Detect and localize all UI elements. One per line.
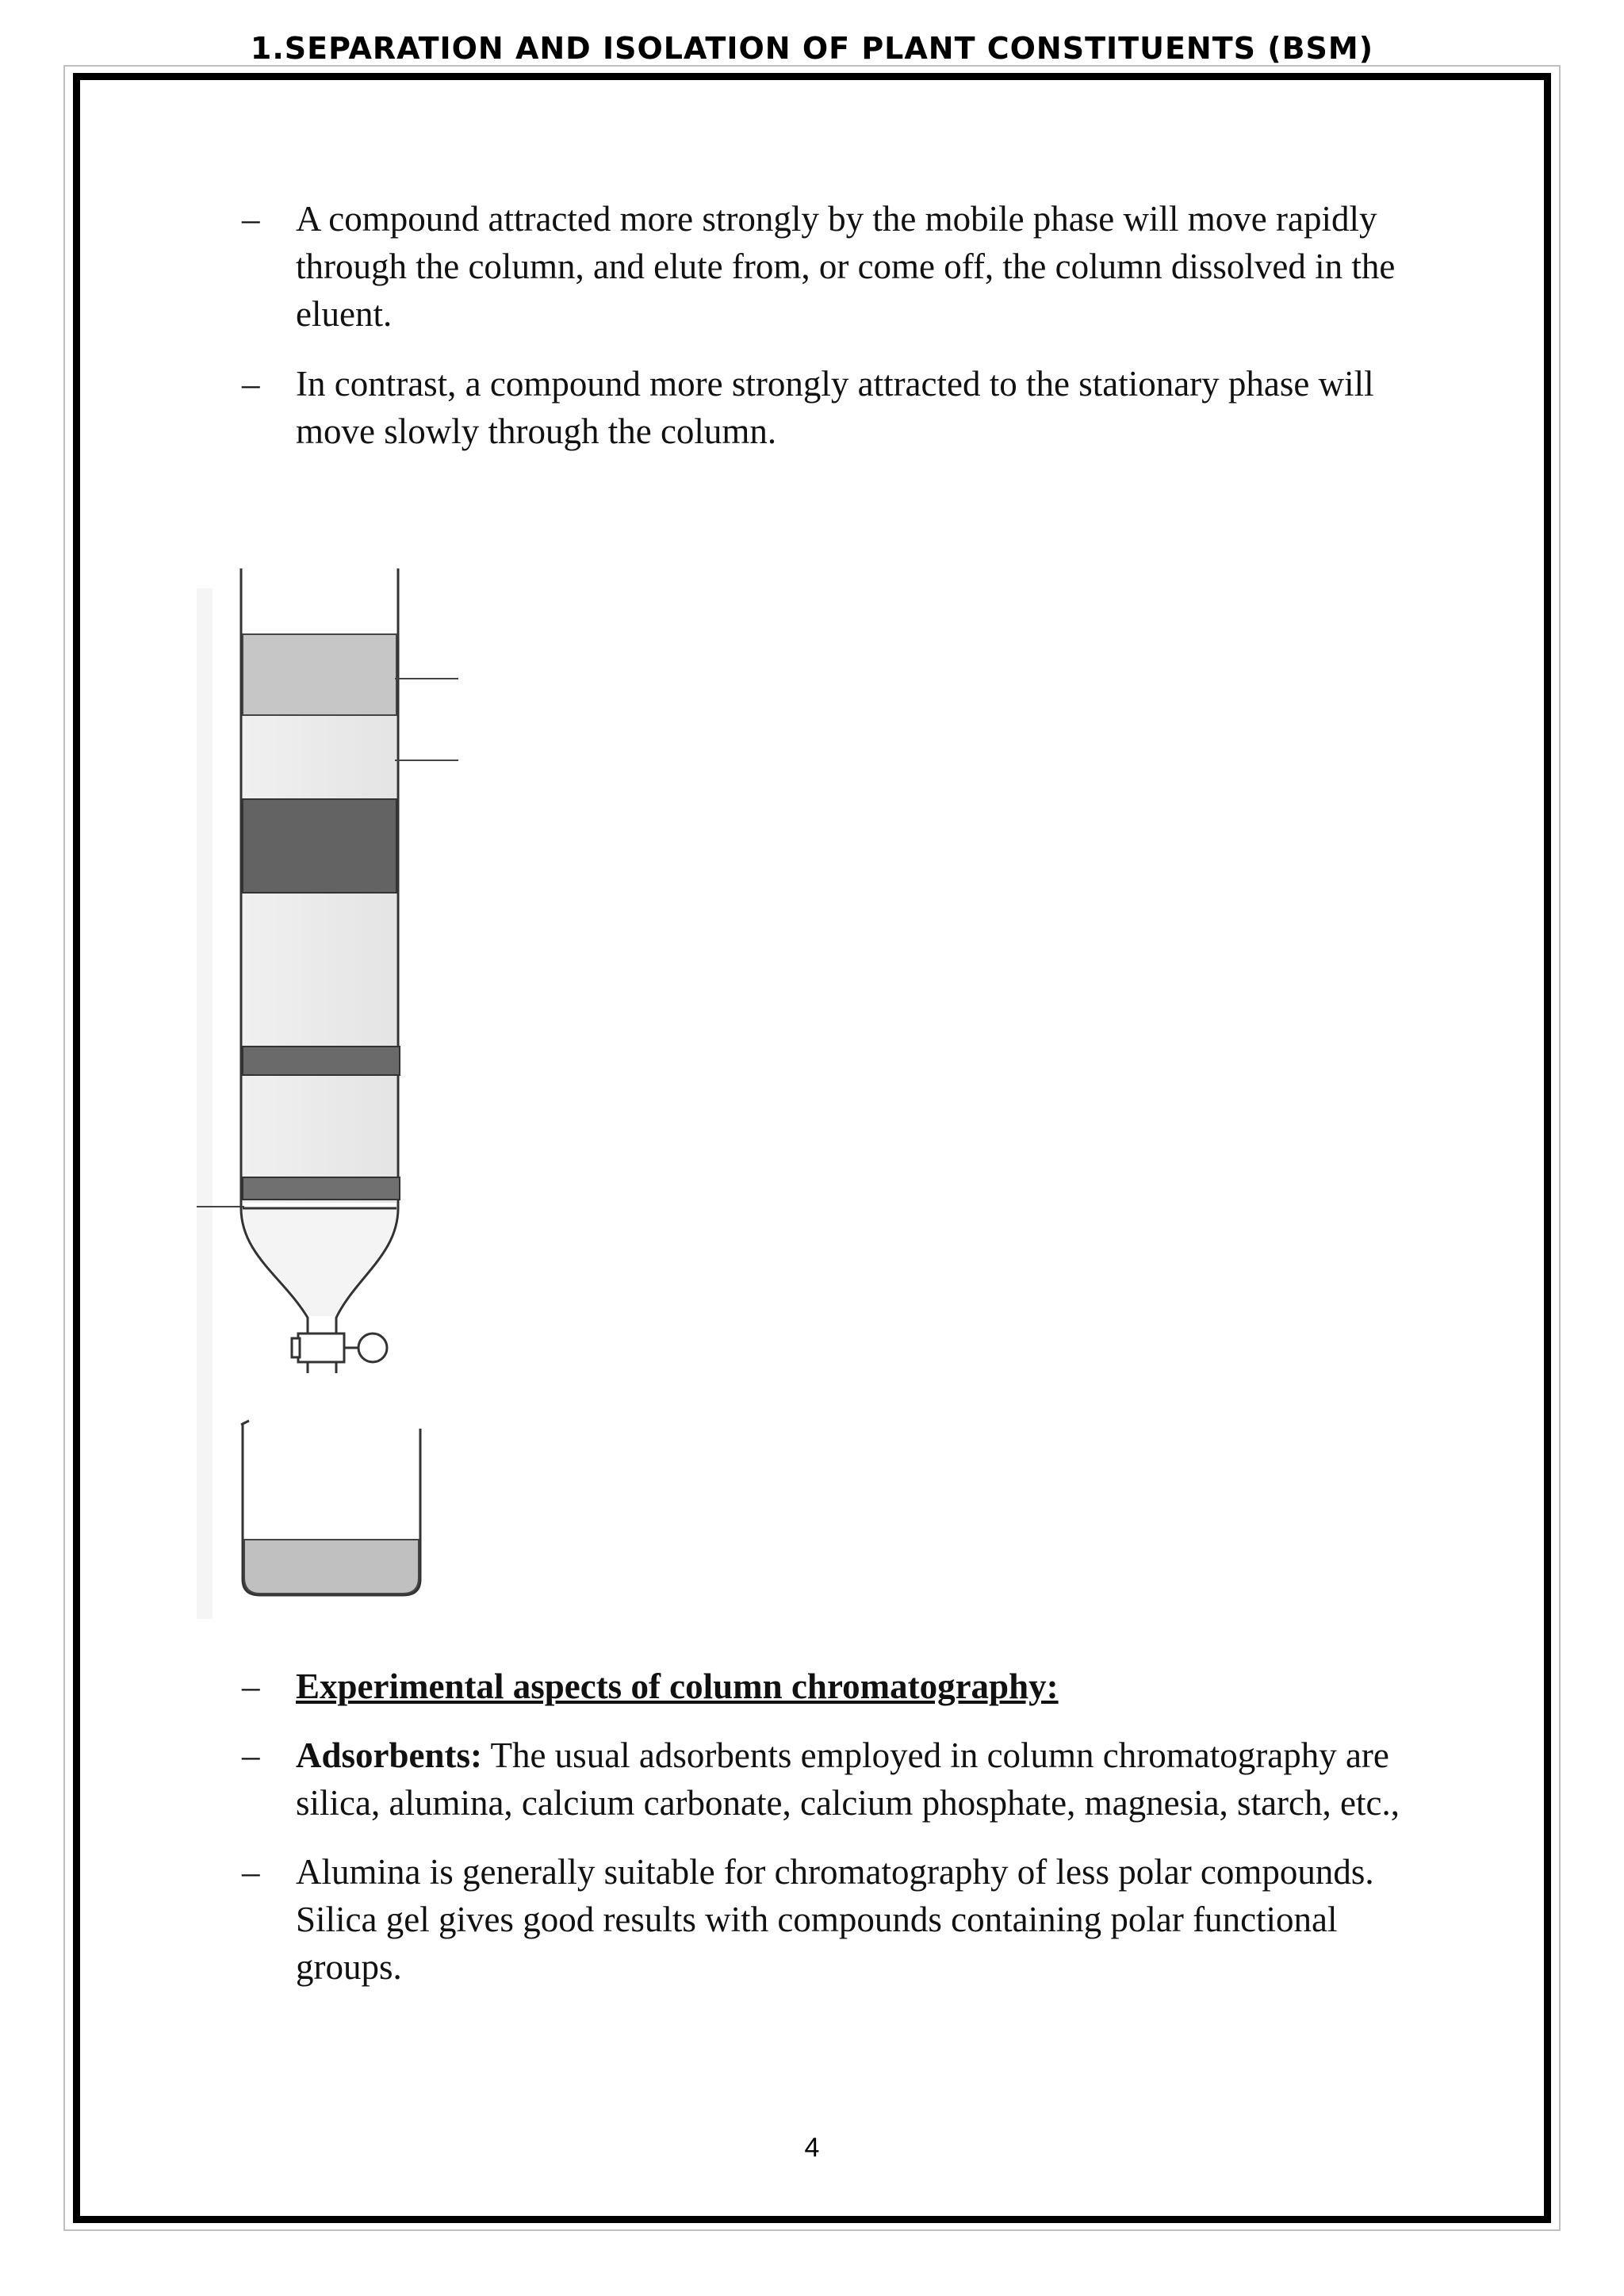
- bullet-dash: –: [242, 364, 260, 404]
- adsorbents-term: Adsorbents:: [296, 1735, 483, 1775]
- stopcock-handle: [358, 1334, 387, 1362]
- running-head: 1.SEPARATION AND ISOLATION OF PLANT CONSTITUENTS (BSM): [250, 31, 1374, 66]
- chromatography-column-icon: [197, 564, 466, 1643]
- bottom-bullet-list: [242, 1663, 1447, 2012]
- bullet-dash: –: [242, 1852, 260, 1892]
- bullet-stationary-phase: [242, 360, 1447, 455]
- bullet-dash: –: [242, 1735, 260, 1775]
- solvent-band: [243, 634, 396, 715]
- bullet-mobile-phase: [242, 195, 1447, 338]
- bullet-text: A compound attracted more strongly by the mobile phase will move rapidly through the column, and elute from, or come off, the column dissolved in the eluent.: [296, 199, 1396, 334]
- bullet-adsorbents: [242, 1732, 1447, 1827]
- section-heading: Experimental aspects of column chromatography:: [296, 1667, 1059, 1706]
- page-number: 4: [804, 2133, 820, 2163]
- top-bullet-list: [242, 195, 1447, 477]
- scan-artifact: [197, 588, 213, 1619]
- bullet-dash: –: [242, 199, 260, 239]
- compound-band-2: [243, 1047, 400, 1075]
- stopcock-body: [298, 1334, 344, 1362]
- alumina-text: Alumina is generally suitable for chromatography of less polar compounds. Silica gel gives good results with compounds containing polar functional groups.: [296, 1852, 1374, 1987]
- adsorbents-text: The usual adsorbents employed in column chromatography are silica, alumina, calcium carbonate, calcium phosphate, magnesia, starch, etc.,: [296, 1735, 1400, 1823]
- bullet-text: In contrast, a compound more strongly attracted to the stationary phase will move slowly through the column.: [296, 364, 1374, 451]
- bullet-dash: –: [242, 1667, 260, 1706]
- section-heading-item: [242, 1663, 1447, 1710]
- compound-band-1: [243, 799, 396, 893]
- bullet-alumina: [242, 1848, 1447, 1991]
- compound-band-3: [243, 1177, 400, 1200]
